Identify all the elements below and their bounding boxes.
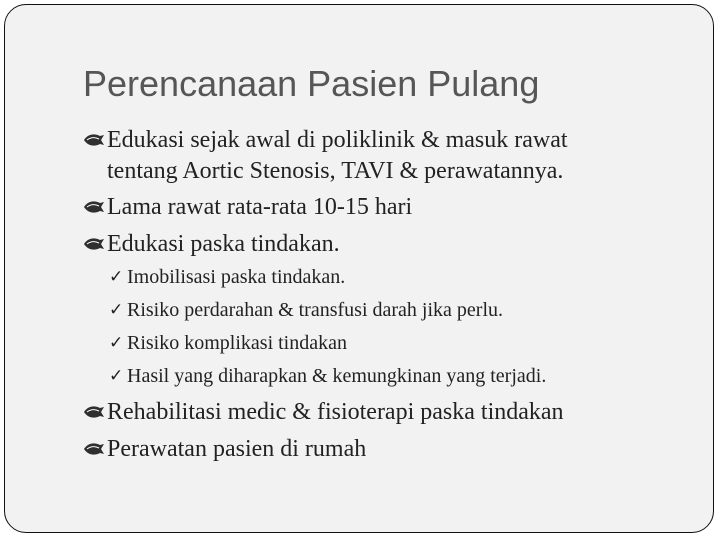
- bullet-text: Edukasi sejak awal di poliklinik & masuk rawat tentang Aortic Stenosis, TAVI & perawatannya.: [107, 127, 568, 184]
- bullet-text: Rehabilitasi medic & fisioterapi paska tindakan: [107, 399, 564, 425]
- sub-bullet-text: Imobilisasi paska tindakan.: [127, 266, 346, 288]
- ribbon-bullet-icon: [83, 440, 105, 458]
- slide-title: Perencanaan Pasien Pulang: [83, 63, 540, 104]
- bullet-item: [83, 397, 643, 428]
- sub-bullet-list: [83, 264, 643, 389]
- bullet-item: [83, 125, 643, 187]
- sub-bullet-item: [83, 264, 643, 290]
- bullet-item: [83, 229, 643, 260]
- slide: [4, 4, 714, 533]
- checkmark-icon: ✓: [109, 366, 124, 386]
- bullet-text: Edukasi paska tindakan.: [107, 231, 340, 257]
- ribbon-bullet-icon: [83, 198, 105, 216]
- bullet-text: Perawatan pasien di rumah: [107, 436, 367, 462]
- ribbon-bullet-icon: [83, 131, 105, 149]
- slide-body: [83, 125, 643, 471]
- checkmark-icon: ✓: [109, 267, 124, 287]
- bullet-text: Lama rawat rata-rata 10-15 hari: [107, 194, 413, 220]
- bullet-item: [83, 434, 643, 465]
- checkmark-icon: ✓: [109, 333, 124, 353]
- bullet-item: [83, 192, 643, 223]
- sub-bullet-text: Risiko perdarahan & transfusi darah jika perlu.: [127, 299, 503, 321]
- sub-bullet-item: [83, 297, 643, 323]
- sub-bullet-item: [83, 330, 643, 356]
- checkmark-icon: ✓: [109, 300, 124, 320]
- ribbon-bullet-icon: [83, 235, 105, 253]
- sub-bullet-text: Hasil yang diharapkan & kemungkinan yang terjadi.: [127, 365, 547, 387]
- sub-bullet-item: [83, 363, 643, 389]
- sub-bullet-text: Risiko komplikasi tindakan: [127, 332, 347, 354]
- ribbon-bullet-icon: [83, 403, 105, 421]
